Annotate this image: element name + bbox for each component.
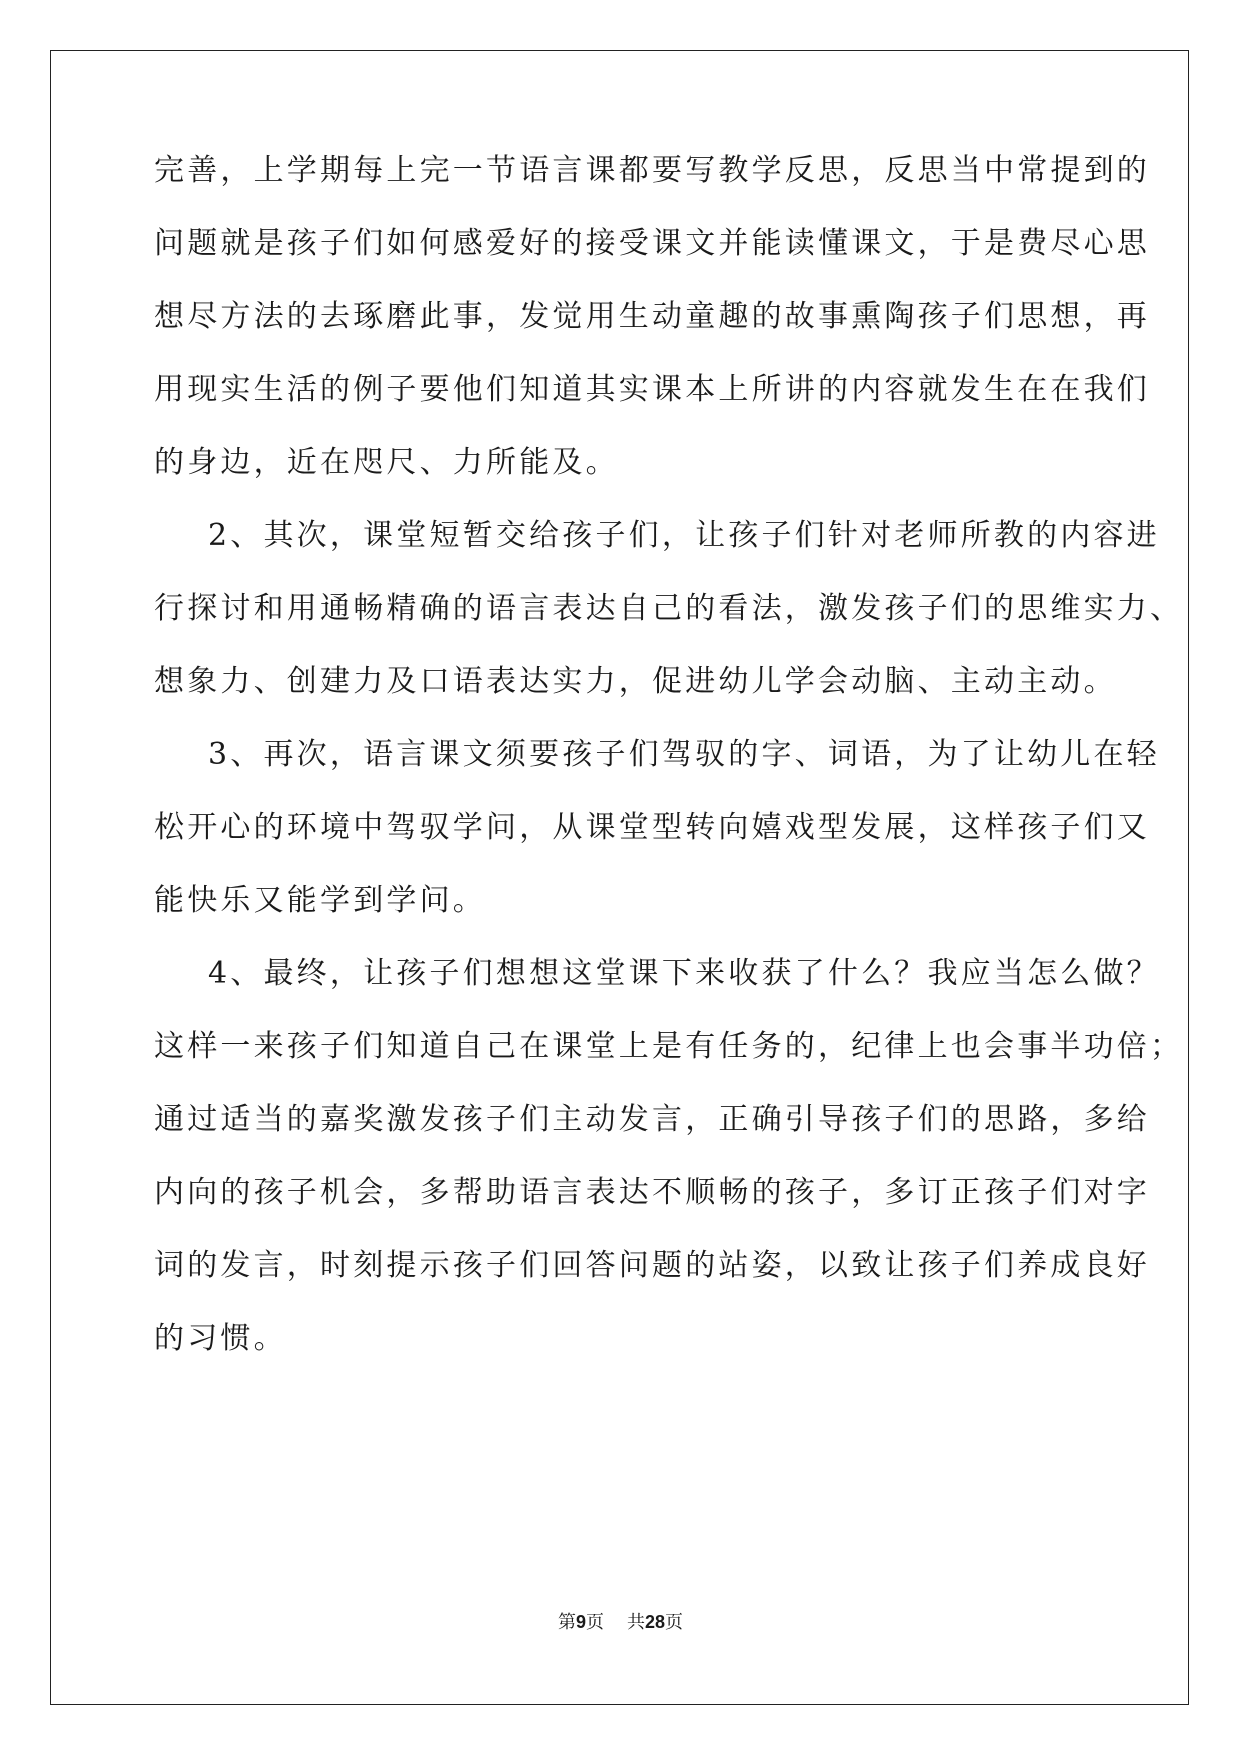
text-line: 松开心的环境中驾驭学问，从课堂型转向嬉戏型发展，这样孩子们又 (154, 810, 1150, 845)
text-line: 想尽方法的去琢磨此事，发觉用生动童趣的故事熏陶孩子们思想，再 (154, 299, 1150, 334)
text-line: 词的发言，时刻提示孩子们回答问题的站姿，以致让孩子们养成良好 (154, 1248, 1150, 1283)
total-prefix: 共 (626, 1612, 645, 1633)
page-suffix: 页 (586, 1612, 605, 1633)
paragraph-start-line: 4、最终，让孩子们想想这堂课下来收获了什么？我应当怎么做？ (208, 956, 1160, 991)
paragraph-start-line: 3、再次，语言课文须要孩子们驾驭的字、词语，为了让幼儿在轻 (208, 737, 1160, 772)
total-pages: 28 (644, 1612, 665, 1632)
text-line: 能快乐又能学到学问。 (154, 883, 486, 918)
text-line: 想象力、创建力及口语表达实力，促进幼儿学会动脑、主动主动。 (154, 664, 1117, 699)
text-line: 通过适当的嘉奖激发孩子们主动发言，正确引导孩子们的思路，多给 (154, 1102, 1150, 1137)
text-line: 的身边，近在咫尺、力所能及。 (154, 445, 619, 480)
text-line: 的习惯。 (154, 1321, 287, 1356)
text-line: 内向的孩子机会，多帮助语言表达不顺畅的孩子，多订正孩子们对字 (154, 1175, 1150, 1210)
paragraph-start-line: 2、其次，课堂短暂交给孩子们，让孩子们针对老师所教的内容进 (208, 518, 1160, 553)
text-line: 用现实生活的例子要他们知道其实课本上所讲的内容就发生在在我们 (154, 372, 1150, 407)
total-suffix: 页 (664, 1612, 683, 1633)
text-line: 完善，上学期每上完一节语言课都要写教学反思，反思当中常提到的 (154, 153, 1150, 188)
page-prefix: 第 (558, 1612, 577, 1633)
text-line: 行探讨和用通畅精确的语言表达自己的看法，激发孩子们的思维实力、 (154, 591, 1184, 626)
text-line: 这样一来孩子们知道自己在课堂上是有任务的，纪律上也会事半功倍； (154, 1029, 1184, 1064)
page-footer (0, 1608, 1241, 1634)
page-number: 9 (576, 1612, 587, 1632)
text-line: 问题就是孩子们如何感爱好的接受课文并能读懂课文，于是费尽心思 (154, 226, 1150, 261)
